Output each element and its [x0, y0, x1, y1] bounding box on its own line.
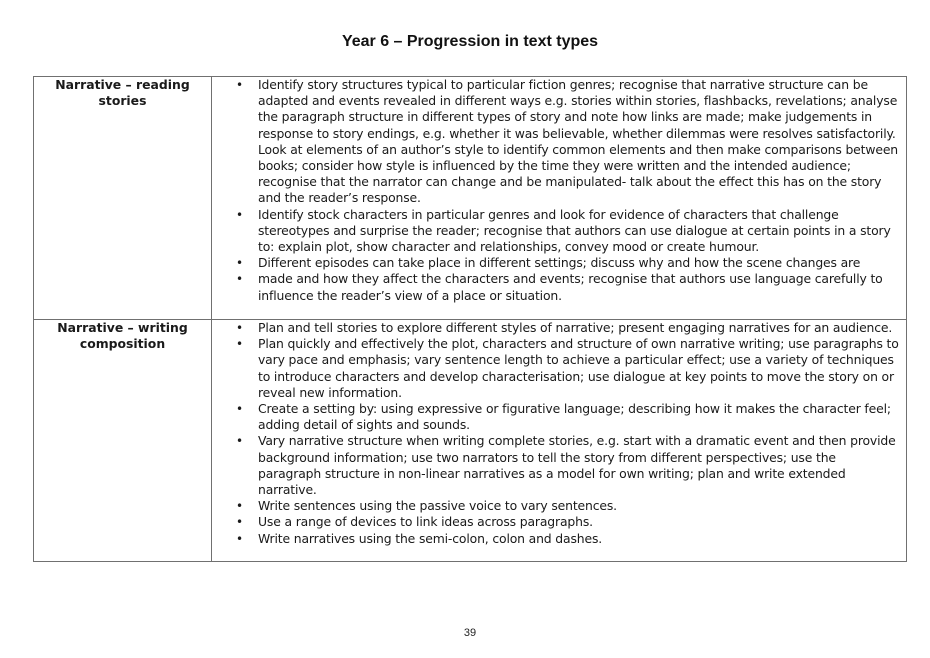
list-item-text: Plan quickly and effectively the plot, characters and structure of own narrative writing; use paragraphs to vary pace and emphasis; vary sentence length to achieve a particular effect; use a variety of techniques to introduce characters and develop characterisation; use dialogue at key points to move the story on or reveal new information.	[258, 336, 899, 400]
bullet-icon: •	[236, 337, 243, 352]
list-item	[236, 206, 900, 256]
bullet-icon: •	[236, 78, 243, 92]
list-item	[236, 498, 900, 514]
bullet-icon: •	[236, 434, 243, 449]
list-item	[236, 433, 900, 498]
list-item-text: Look at elements of an author’s style to identify common elements and then make comparisons between books; consider how style is influenced by the time they were written and the intended audience; recognise that the narrator can change and be manipulated- talk about the effect this has on the story and the reader’s response.	[258, 141, 898, 206]
bullet-icon: •	[236, 256, 243, 271]
list-item-text: Different episodes can take place in different settings; discuss why and how the scene changes are	[258, 255, 861, 271]
bullet-icon: •	[236, 515, 243, 530]
list-item	[236, 401, 900, 433]
list-item	[258, 142, 900, 207]
page-title: Year 6 – Progression in text types	[341, 33, 599, 50]
list-item-text: Write sentences using the passive voice to vary sentences.	[258, 498, 617, 514]
bullet-icon: •	[236, 321, 243, 335]
list-item	[236, 255, 900, 271]
bullet-icon: •	[236, 207, 243, 222]
list-item-text: Identify stock characters in particular genres and look for evidence of characters that challenge stereotypes and surprise the reader; recognise that authors can use dialogue at certain points in a story to: explain plot, show character and relationships, convey mood or create humour.	[258, 206, 891, 255]
list-item-text: made and how they affect the characters and events; recognise that authors use language carefully to influence the reader’s view of a place or situation.	[258, 271, 883, 303]
table-row	[34, 77, 907, 320]
list-item-text: Write narratives using the semi-colon, colon and dashes.	[258, 530, 603, 546]
list-item	[236, 77, 900, 142]
progression-table	[33, 76, 907, 562]
list-item-text: Vary narrative structure when writing complete stories, e.g. start with a dramatic event and then provide background information; use two narrators to tell the story from different perspectives; use the paragraph structure in non-linear narratives as a model for own writing; plan and write extended narrative.	[258, 433, 896, 498]
list-item-text: Create a setting by: using expressive or figurative language; describing how it makes the character feel; adding detail of sights and sounds.	[258, 401, 891, 433]
bullet-list	[212, 77, 906, 304]
bullet-icon: •	[236, 499, 243, 514]
list-item	[236, 320, 900, 336]
row-label: Narrative – reading stories	[34, 77, 212, 320]
bullet-list	[212, 320, 906, 547]
table-row	[34, 320, 907, 562]
bullet-icon: •	[236, 531, 243, 546]
page-number: 39	[463, 627, 477, 639]
list-item-text: Identify story structures typical to particular fiction genres; recognise that narrative structure can be adapted and events revealed in different ways e.g. stories within stories, flashbacks, revelations; analyse the paragraph structure in different types of story and note how links are made; make judgements in response to story endings, e.g. whether it was believable, whether dilemmas were resolves satisfactorily.	[258, 77, 898, 141]
bullet-icon: •	[236, 402, 243, 417]
row-label: Narrative – writing composition	[34, 320, 212, 562]
list-item	[236, 514, 900, 530]
list-item-text: Plan and tell stories to explore different styles of narrative; present engaging narratives for an audience.	[258, 320, 893, 335]
list-item-text: Use a range of devices to link ideas across paragraphs.	[258, 514, 593, 530]
bullet-icon: •	[236, 272, 243, 287]
list-item	[236, 271, 900, 303]
list-item	[236, 530, 900, 547]
row-content	[212, 320, 907, 562]
row-content	[212, 77, 907, 320]
list-item	[236, 336, 900, 401]
